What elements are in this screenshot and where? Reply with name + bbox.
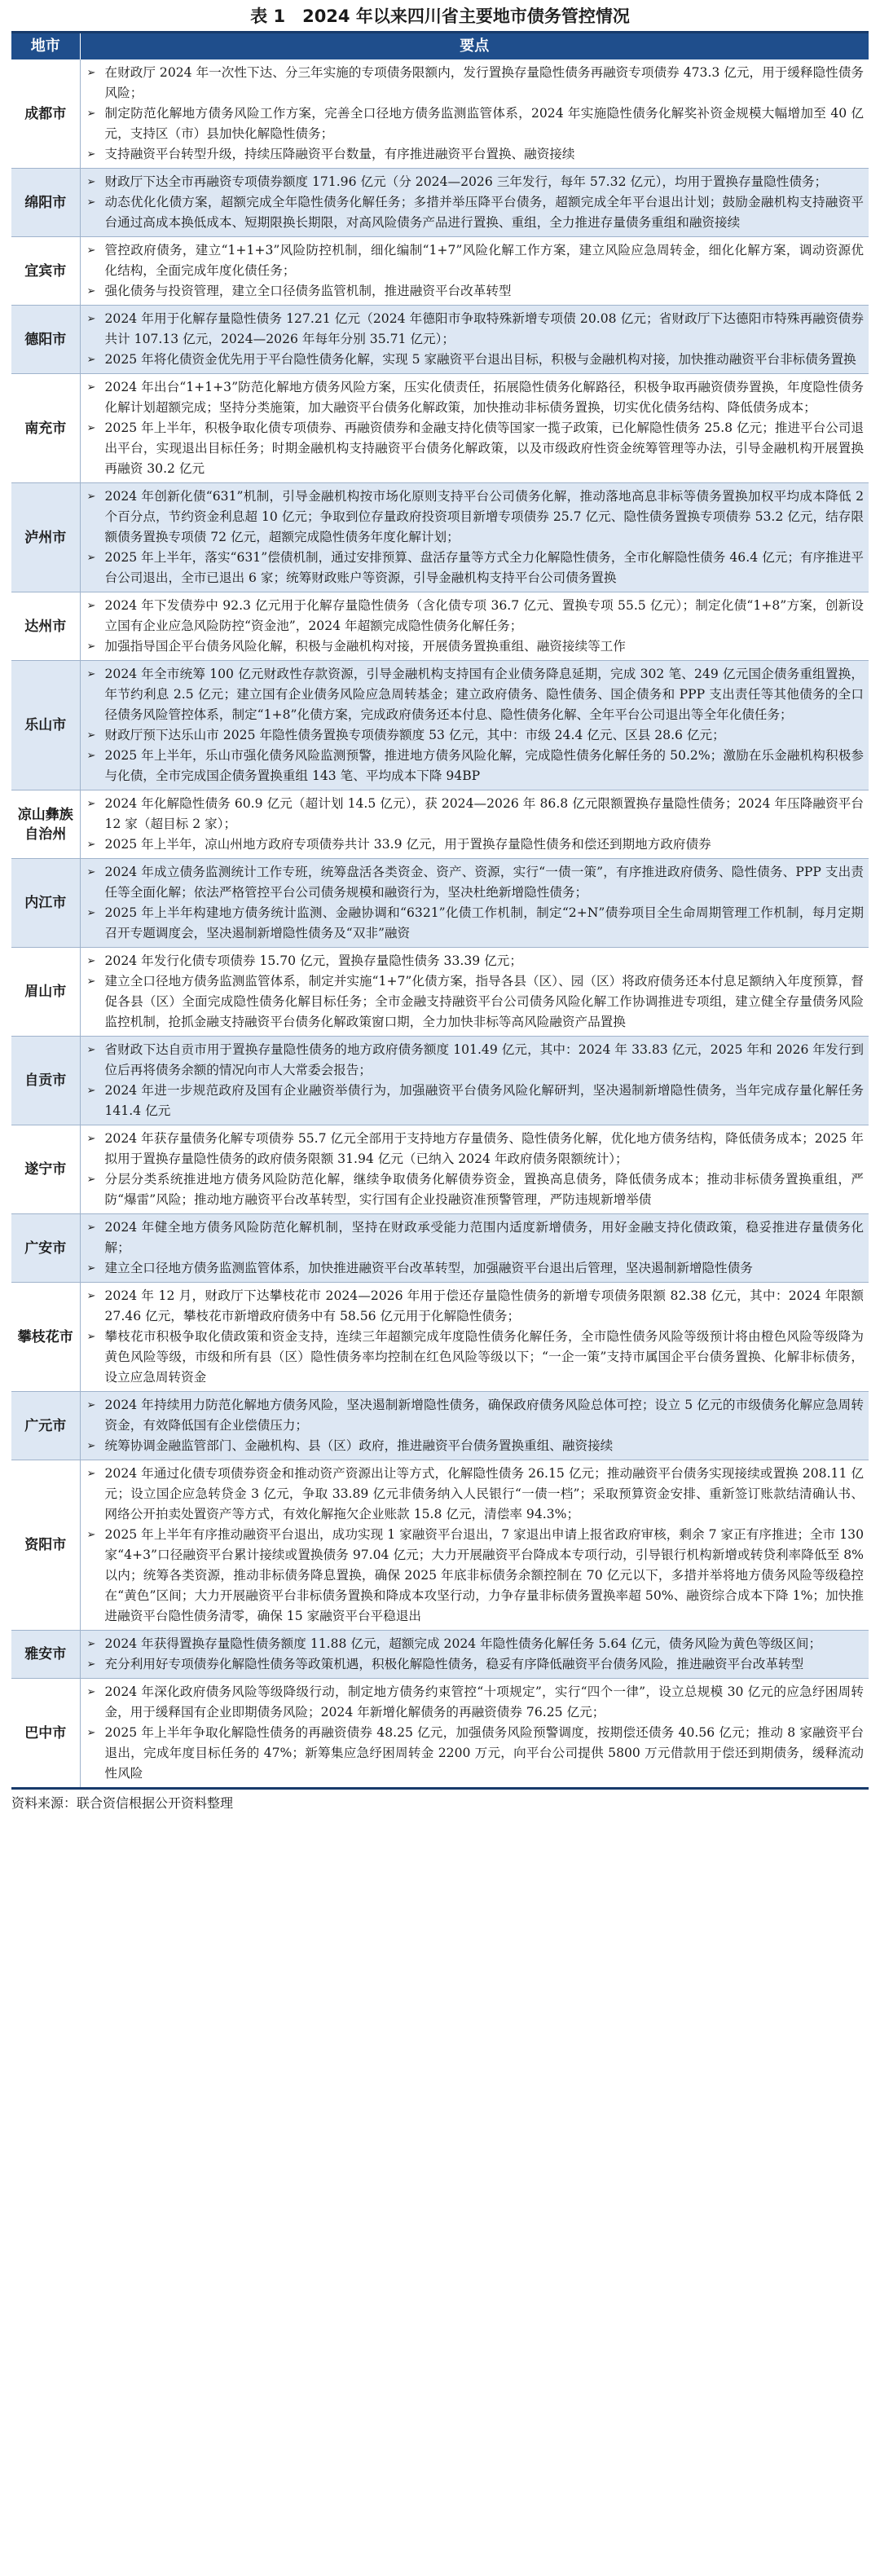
city-cell: 达州市: [11, 592, 80, 661]
points-list: [84, 664, 865, 786]
city-cell: 眉山市: [11, 948, 80, 1037]
point-text: 财政厅下达全市再融资专项债券额度 171.96 亿元（分 2024—2026 三年发行，每年 57.32 亿元），均用于置换存量隐性债务；: [104, 174, 828, 189]
points-cell: [80, 1283, 869, 1392]
points-cell: [80, 1214, 869, 1283]
debt-table: [11, 31, 869, 1790]
point-text: 2024 年全市统筹 100 亿元财政性存款资源，引导金融机构支持国有企业债务降息延期，完成 302 笔、249 亿元国企债务重组置换，年节约利息 2.5 亿元；建立国有企业债务风险应急周转基金；建立政府债务、隐性债务、国企债务和 PPP 支出责任等其他债务的全口径债务风险管控体系，制定“1+8”化债方案，完成政府债务还本付息、隐性债务化解、全年平台公司退出等全年化债任务；: [104, 667, 864, 722]
list-item: [84, 172, 865, 192]
list-item: [84, 1654, 865, 1675]
arrow-bullet-icon: ➢: [86, 148, 96, 161]
points-list: [84, 862, 865, 944]
point-text: 建立全口径地方债务监测监管体系，制定并实施“1+7”化债方案，指导各县（区）、园（区）将政府债务还本付息足额纳入年度预算，督促各县（区）全面完成隐性债务化解目标任务；全市金融支持融资平台公司债务风险化解工作协调推进专项组，建立健全存量债务风险监控机制，抢抓金融支持融资平台债务化解政策窗口期，全力加快非标等高风险融资产品置换: [104, 974, 864, 1029]
arrow-bullet-icon: ➢: [86, 176, 96, 188]
points-cell: [80, 661, 869, 790]
list-item: [84, 309, 865, 350]
points-cell: [80, 790, 869, 859]
arrow-bullet-icon: ➢: [86, 1440, 96, 1452]
point-text: 2024 年出台“1+1+3”防范化解地方债务风险方案，压实化债责任，拓展隐性债务化解路径，积极争取再融资债券置换，年度隐性债务化解计划超额完成；坚持分类施策，加大融资平台债务化解政策，加快推动非标债务置换，切实优化债务结构、降低债务成本；: [104, 380, 864, 415]
list-item: [84, 794, 865, 834]
list-item: [84, 1436, 865, 1456]
city-cell: 资阳市: [11, 1460, 80, 1631]
table-row: [11, 169, 869, 237]
point-text: 2024 年进一步规范政府及国有企业融资举债行为，加强融资平台债务风险化解研判，坚决遏制新增隐性债务，当年完成存量化解任务 141.4 亿元: [104, 1083, 864, 1118]
point-text: 强化债务与投资管理，建立全口径债务监管机制，推进融资平台改革转型: [104, 284, 512, 298]
points-list: [84, 172, 865, 233]
point-text: 省财政下达自贡市用于置换存量隐性债务的地方政府债务额度 101.49 亿元，其中：2024 年 33.83 亿元，2025 年和 2026 年发行到位后再将债务余额的情况向市人大常委会报告；: [104, 1042, 864, 1077]
arrow-bullet-icon: ➢: [86, 600, 96, 612]
arrow-bullet-icon: ➢: [86, 1727, 96, 1739]
arrow-bullet-icon: ➢: [86, 381, 96, 394]
page: [0, 2, 880, 1816]
list-item: [84, 1081, 865, 1121]
city-cell: 南充市: [11, 374, 80, 483]
points-list: [84, 487, 865, 588]
list-item: [84, 1169, 865, 1210]
arrow-bullet-icon: ➢: [86, 196, 96, 209]
city-cell: 德阳市: [11, 306, 80, 374]
arrow-bullet-icon: ➢: [86, 491, 96, 503]
table-row: [11, 59, 869, 169]
arrow-bullet-icon: ➢: [86, 1085, 96, 1097]
points-list: [84, 1129, 865, 1210]
list-item: [84, 1723, 865, 1784]
city-cell: 绵阳市: [11, 169, 80, 237]
arrow-bullet-icon: ➢: [86, 1044, 96, 1056]
list-item: [84, 596, 865, 636]
points-list: [84, 1634, 865, 1675]
arrow-bullet-icon: ➢: [86, 1133, 96, 1145]
list-item: [84, 664, 865, 725]
point-text: 2025 年上半年，积极争取化债专项债券、再融资债券和金融支持化债等国家一揽子政策，已化解隐性债务 25.8 亿元；推进平台公司退出平台，实现退出目标任务；时期金融机构支持融资平台债务化解政策，以及市级政府性资金统筹管理等办法，引导金融机构开展置换再融资 30.2 亿元: [104, 421, 864, 476]
arrow-bullet-icon: ➢: [86, 552, 96, 564]
points-list: [84, 596, 865, 657]
point-text: 加强指导国企平台债务风险化解，积极与金融机构对接，开展债务置换重组、融资接续等工作: [104, 639, 626, 654]
arrow-bullet-icon: ➢: [86, 244, 96, 257]
list-item: [84, 240, 865, 281]
list-item: [84, 1286, 865, 1327]
arrow-bullet-icon: ➢: [86, 1331, 96, 1343]
list-item: [84, 548, 865, 588]
table-row: [11, 661, 869, 790]
points-list: [84, 1286, 865, 1388]
points-cell: [80, 1037, 869, 1125]
list-item: [84, 377, 865, 418]
point-text: 统筹协调金融监管部门、金融机构、县（区）政府，推进融资平台债务置换重组、融资接续: [104, 1438, 614, 1453]
arrow-bullet-icon: ➢: [86, 641, 96, 653]
arrow-bullet-icon: ➢: [86, 955, 96, 967]
arrow-bullet-icon: ➢: [86, 1222, 96, 1234]
point-text: 管控政府债务，建立“1+1+3”风险防控机制，细化编制“1+7”风险化解工作方案，建立风险应急周转金，细化化解方案，调动资源优化结构，全面完成年度化债任务；: [104, 243, 864, 278]
point-text: 2024 年通过化债专项债券资金和推动资产资源出让等方式，化解隐性债务 26.15 亿元；推动融资平台债务实现接续或置换 208.11 亿元；设立国企应急转贷金 3 亿元，争取 33.89 亿元非债务纳入人民银行“一债一档”；采取预算资金安排、重新签订账款结清确认书、网络公开拍卖处置资产等方式，有效化解拖欠企业账款 15.8 亿元，清偿率 94.3%；: [104, 1466, 864, 1521]
point-text: 支持融资平台转型升级，持续压降融资平台数量，有序推进融资平台置换、融资接续: [104, 147, 575, 161]
arrow-bullet-icon: ➢: [86, 1468, 96, 1480]
table-row: [11, 1460, 869, 1631]
point-text: 2024 年获存量债务化解专项债券 55.7 亿元全部用于支持地方存量债务、隐性债务化解，优化地方债务结构，降低债务成本；2025 年拟用于置换存量隐性债务的政府债务限额 31.94 亿元（已纳入 2024 年政府债务限额统计）；: [104, 1131, 864, 1166]
arrow-bullet-icon: ➢: [86, 1658, 96, 1671]
source-note: 资料来源：联合资信根据公开资料整理: [11, 1795, 234, 1811]
list-item: [84, 1258, 865, 1279]
list-item: [84, 636, 865, 657]
point-text: 2025 年上半年，凉山州地方政府专项债券共计 33.9 亿元，用于置换存量隐性债务和偿还到期地方政府债券: [104, 837, 711, 852]
point-text: 2024 年成立债务监测统计工作专班，统筹盘活各类资金、资产、资源，实行“一债一策”，有序推进政府债务、隐性债务、PPP 支出责任等全面化解；依法严格管控平台公司债务规模和融资行为，坚决杜绝新增隐性债务；: [104, 865, 864, 900]
point-text: 2025 年上半年争取化解隐性债务的再融资债券 48.25 亿元，加强债务风险预警调度，按期偿还债务 40.56 亿元；推动 8 家融资平台退出，完成年度目标任务的 47%；新筹集应急纾困周转金 2200 万元，向平台公司提供 5800 万元借款用于偿还到期债务，缓释流动性风险: [104, 1725, 864, 1781]
arrow-bullet-icon: ➢: [86, 1262, 96, 1275]
arrow-bullet-icon: ➢: [86, 1686, 96, 1698]
list-item: [84, 746, 865, 786]
header-city: 地市: [11, 33, 80, 60]
list-item: [84, 281, 865, 302]
points-cell: [80, 483, 869, 592]
table-row: [11, 483, 869, 592]
arrow-bullet-icon: ➢: [86, 354, 96, 366]
point-text: 在财政厅 2024 年一次性下达、分三年实施的专项债务限额内，发行置换存量隐性债务再融资专项债券 473.3 亿元，用于缓释隐性债务风险；: [104, 65, 864, 100]
point-text: 2025 年将化债资金优先用于平台隐性债务化解，实现 5 家融资平台退出目标，积极与金融机构对接，加快推动融资平台非标债务置换: [104, 352, 856, 367]
point-text: 财政厅预下达乐山市 2025 年隐性债务置换专项债券额度 53 亿元，其中：市级 24.4 亿元、区县 28.6 亿元；: [104, 728, 725, 742]
list-item: [84, 951, 865, 971]
point-text: 2025 年上半年构建地方债务统计监测、金融协调和“6321”化债工作机制，制定“2+N”债券项目全生命周期管理工作机制，每月定期召开专题调度会，坚决遏制新增隐性债务及“双非”融资: [104, 905, 864, 940]
list-item: [84, 862, 865, 903]
city-cell: 乐山市: [11, 661, 80, 790]
arrow-bullet-icon: ➢: [86, 1399, 96, 1411]
points-list: [84, 1682, 865, 1784]
point-text: 2024 年深化政府债务风险等级降级行动，制定地方债务约束管控“十项规定”，实行“四个一律”，设立总规模 30 亿元的应急纾困周转金，用于缓释国有企业即期债务风险；2024 年新增化解债务的再融资债券 76.25 亿元；: [104, 1684, 864, 1720]
table-row: [11, 790, 869, 859]
arrow-bullet-icon: ➢: [86, 729, 96, 742]
arrow-bullet-icon: ➢: [86, 1638, 96, 1650]
table-row: [11, 374, 869, 483]
points-list: [84, 1464, 865, 1627]
table-body: [11, 59, 869, 1789]
points-list: [84, 63, 865, 165]
point-text: 2025 年上半年有序推动融资平台退出，成功实现 1 家融资平台退出，7 家退出申请上报省政府审核，剩余 7 家正有序推进；全市 130 家“4+3”口径融资平台累计接续或置换债务 97.04 亿元；大力开展融资平台降成本专项行动，引导银行机构新增或转贷利率降低至 8%以内；统筹各类资源，推动非标债务降息置换，确保 2025 年底非标债务余额控制在 70 亿元以下，多措并举将地方债务风险等级稳控在“黄色”区间；大力开展融资平台非标债务置换和降成本攻坚行动，力争存量非标债务置换率超 50%、融资综合成本下降 1%；加快推进融资平台隐性债务清零，确保 15 家融资平台平稳退出: [104, 1527, 864, 1623]
arrow-bullet-icon: ➢: [86, 668, 96, 680]
list-item: [84, 1525, 865, 1627]
arrow-bullet-icon: ➢: [86, 108, 96, 120]
city-cell: 雅安市: [11, 1631, 80, 1679]
table-row: [11, 1283, 869, 1392]
city-cell: 巴中市: [11, 1679, 80, 1789]
points-cell: [80, 948, 869, 1037]
city-cell: 广安市: [11, 1214, 80, 1283]
arrow-bullet-icon: ➢: [86, 67, 96, 79]
points-list: [84, 377, 865, 479]
points-cell: [80, 592, 869, 661]
point-text: 2024 年创新化债“631”机制，引导金融机构按市场化原则支持平台公司债务化解，推动落地高息非标等债务置换加权平均成本降低 2 个百分点，节约资金利息超 10 亿元；争取到位存量政府投资项目新增专项债券 25.7 亿元、隐性债务置换专项债券 53.2 亿元，结存限额债务置换专项债 72 亿元，超额完成隐性债务年度化解计划；: [104, 489, 864, 544]
list-item: [84, 903, 865, 944]
point-text: 建立全口径地方债务监测监管体系，加快推进融资平台改革转型，加强融资平台退出后管理，坚决遏制新增隐性债务: [104, 1261, 753, 1275]
points-cell: [80, 169, 869, 237]
arrow-bullet-icon: ➢: [86, 1290, 96, 1302]
city-cell: 泸州市: [11, 483, 80, 592]
arrow-bullet-icon: ➢: [86, 422, 96, 434]
point-text: 2024 年化解隐性债务 60.9 亿元（超计划 14.5 亿元），获 2024—2026 年 86.8 亿元限额置换存量隐性债务；2024 年压降融资平台 12 家（超目标 2 家）；: [104, 796, 864, 831]
arrow-bullet-icon: ➢: [86, 1529, 96, 1541]
point-text: 分层分类系统推进地方债务风险防范化解，继续争取债务化解债券资金，置换高息债务，降低债务成本；推动非标债务置换重组，严防“爆雷”风险；推动地方融资平台改革转型，实行国有企业投融资准预警管理，严防违规新增举债: [104, 1172, 864, 1207]
list-item: [84, 1634, 865, 1654]
point-text: 2025 年上半年，乐山市强化债务风险监测预警，推进地方债务风险化解，完成隐性债务化解任务的 50.2%；激励在乐金融机构积极参与化债，全市完成国企债务置换重组 143 笔、平均成本下降 94BP: [104, 748, 864, 783]
city-cell: 凉山彝族自治州: [11, 790, 80, 859]
table-row: [11, 592, 869, 661]
points-list: [84, 1218, 865, 1279]
points-cell: [80, 1631, 869, 1679]
arrow-bullet-icon: ➢: [86, 975, 96, 988]
points-cell: [80, 1460, 869, 1631]
arrow-bullet-icon: ➢: [86, 866, 96, 878]
table-row: [11, 1037, 869, 1125]
point-text: 2024 年用于化解存量隐性债务 127.21 亿元（2024 年德阳市争取特殊新增专项债 20.08 亿元；省财政厅下达德阳市特殊再融资债券共计 107.13 亿元，2024—2026 年每年分别 35.71 亿元）；: [104, 311, 864, 346]
table-row: [11, 237, 869, 306]
points-cell: [80, 1392, 869, 1460]
list-item: [84, 144, 865, 165]
points-list: [84, 240, 865, 302]
arrow-bullet-icon: ➢: [86, 907, 96, 919]
table-row: [11, 859, 869, 948]
table-row: [11, 1392, 869, 1460]
arrow-bullet-icon: ➢: [86, 1174, 96, 1186]
list-item: [84, 1327, 865, 1388]
points-cell: [80, 1679, 869, 1789]
table-row: [11, 306, 869, 374]
arrow-bullet-icon: ➢: [86, 798, 96, 810]
list-item: [84, 1464, 865, 1525]
header-points: 要点: [80, 33, 869, 60]
points-list: [84, 1395, 865, 1456]
table-row: [11, 1679, 869, 1789]
point-text: 2024 年发行化债专项债券 15.70 亿元，置换存量隐性债务 33.39 亿元；: [104, 953, 522, 968]
city-cell: 遂宁市: [11, 1125, 80, 1214]
point-text: 2024 年获得置换存量隐性债务额度 11.88 亿元，超额完成 2024 年隐性债务化解任务 5.64 亿元，债务风险为黄色等级区间；: [104, 1636, 822, 1651]
points-list: [84, 309, 865, 370]
point-text: 充分利用好专项债券化解隐性债务等政策机遇，积极化解隐性债务，稳妥有序降低融资平台债务风险，推进融资平台改革转型: [104, 1657, 804, 1671]
table-caption: 表 1 2024 年以来四川省主要地市债务管控情况: [250, 7, 630, 26]
list-item: [84, 1395, 865, 1436]
points-cell: [80, 859, 869, 948]
points-list: [84, 951, 865, 1033]
list-item: [84, 1218, 865, 1258]
list-item: [84, 1040, 865, 1081]
point-text: 2025 年上半年，落实“631”偿债机制，通过安排预算、盘活存量等方式全力化解隐性债务，全市化解隐性债务 46.4 亿元；有序推进平台公司退出，全市已退出 6 家；统筹财政账户等资源，引导金融机构支持平台公司债务置换: [104, 550, 864, 585]
list-item: [84, 192, 865, 233]
point-text: 攀枝花市积极争取化债政策和资金支持，连续三年超额完成年度隐性债务化解任务，全市隐性债务风险等级预计将由橙色风险等级降为黄色风险等级，市级和所有县（区）隐性债务率均控制在红色风险等级以下；“一企一策”支持市属国企平台债务置换、化解非标债务，设立应急周转资金: [104, 1329, 864, 1385]
point-text: 2024 年健全地方债务风险防范化解机制，坚持在财政承受能力范围内适度新增债务，用好金融支持化债政策，稳妥推进存量债务化解；: [104, 1220, 864, 1255]
table-row: [11, 1125, 869, 1214]
arrow-bullet-icon: ➢: [86, 285, 96, 297]
list-item: [84, 834, 865, 855]
list-item: [84, 487, 865, 548]
list-item: [84, 725, 865, 746]
list-item: [84, 63, 865, 103]
list-item: [84, 350, 865, 370]
points-cell: [80, 306, 869, 374]
point-text: 动态优化化债方案，超额完成全年隐性债务化解任务；多措并举压降平台债务，超额完成全年平台退出计划；鼓励金融机构支持融资平台通过高成本换低成本、短期限换长期限，对高风险债务产品进行置换、重组，全力推进存量债务重组和融资接续: [104, 195, 864, 230]
city-cell: 自贡市: [11, 1037, 80, 1125]
table-row: [11, 1631, 869, 1679]
city-cell: 内江市: [11, 859, 80, 948]
list-item: [84, 971, 865, 1033]
points-cell: [80, 59, 869, 169]
city-cell: 广元市: [11, 1392, 80, 1460]
point-text: 2024 年持续用力防范化解地方债务风险，坚决遏制新增隐性债务，确保政府债务风险总体可控；设立 5 亿元的市级债务化解应急周转资金，有效降低国有企业偿债压力；: [104, 1398, 864, 1433]
city-cell: 成都市: [11, 59, 80, 169]
point-text: 2024 年下发债券中 92.3 亿元用于化解存量隐性债务（含化债专项 36.7 亿元、置换专项 55.5 亿元）；制定化债“1+8”方案，创新设立国有企业应急风险防控“资金池”，2024 年超额完成隐性债务化解任务；: [104, 598, 864, 633]
city-cell: 宜宾市: [11, 237, 80, 306]
list-item: [84, 1682, 865, 1723]
point-text: 制定防范化解地方债务风险工作方案，完善全口径地方债务监测监管体系，2024 年实施隐性债务化解奖补资金规模大幅增加至 40 亿元，支持区（市）县加快化解隐性债务；: [104, 106, 864, 141]
table-row: [11, 1214, 869, 1283]
point-text: 2024 年 12 月，财政厅下达攀枝花市 2024—2026 年用于偿还存量隐性债务的新增专项债务限额 82.38 亿元，其中：2024 年限额 27.46 亿元，攀枝花市新增政府债务中有 58.56 亿元用于化解隐性债务；: [104, 1288, 864, 1323]
list-item: [84, 1129, 865, 1169]
points-cell: [80, 1125, 869, 1214]
points-cell: [80, 374, 869, 483]
arrow-bullet-icon: ➢: [86, 839, 96, 851]
arrow-bullet-icon: ➢: [86, 313, 96, 325]
points-cell: [80, 237, 869, 306]
table-header-row: [11, 33, 869, 60]
city-cell: 攀枝花市: [11, 1283, 80, 1392]
list-item: [84, 418, 865, 479]
points-list: [84, 794, 865, 855]
points-list: [84, 1040, 865, 1121]
arrow-bullet-icon: ➢: [86, 750, 96, 762]
table-row: [11, 948, 869, 1037]
list-item: [84, 103, 865, 144]
